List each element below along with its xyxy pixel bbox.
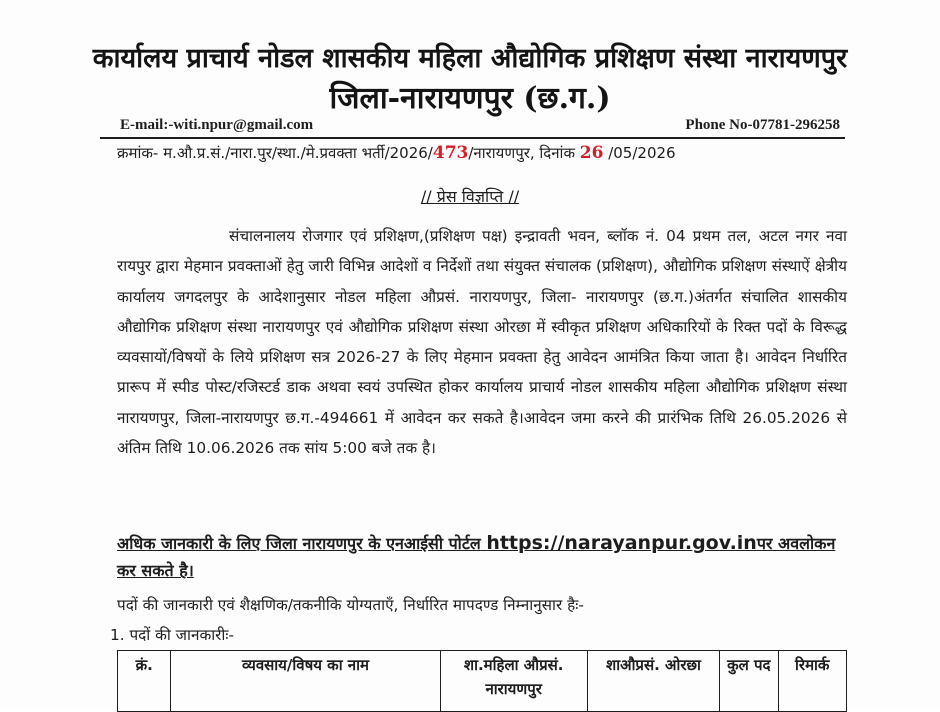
reference-middle: /नारायणपुर, दिनांक: [468, 144, 575, 162]
press-release-heading: // प्रेस विज्ञप्ति //: [420, 187, 520, 206]
reference-prefix: क्रमांक- म.औ.प्र.सं./नारा.पुर/स्था./मे.प्रवक्ता भर्ती/2026/: [117, 144, 433, 162]
contact-row: [120, 117, 840, 137]
header-divider: [100, 137, 845, 139]
col-orchha: शाऔप्रसं. ओरछा: [587, 651, 719, 712]
reference-day: 26: [579, 143, 604, 163]
email-address: E-mail:-witi.npur@gmail.com: [120, 117, 314, 133]
office-title: कार्यालय प्राचार्य नोडल शासकीय महिला औद्योगिक प्रशिक्षण संस्था नारायणपुर: [92, 43, 848, 74]
body-text: संचालनालय रोजगार एवं प्रशिक्षण,(प्रशिक्षण पक्ष) इन्द्रावती भवन, ब्लॉक नं. 04 प्रथम तल, अटल नगर नवा रायपुर द्वारा मेहमान प्रवक्ताओं हेतु जारी विभिन्न आदेशों व निर्देशों तथा संयुक्त संचालक (प्रशिक्षण), औद्योगिक प्रशिक्षण संस्थाऐं क्षेत्रीय कार्यालय जगदलपुर के आदेशानुसार नोडल महिला औप्रसं. नारायणपुर, जिला- नारायणपुर (छ.ग.)अंतर्गत संचालित शासकीय औद्योगिक प्रशिक्षण संस्था नारायणपुर एवं औद्योगिक प्रशिक्षण संस्था ओरछा में स्वीकृत प्रशिक्षण अधिकारियों के रिक्त पदों के विरूद्ध व्यवसायों/विषयों के लिये प्रशिक्षण सत्र 2026-27 के लिए मेहमान प्रवक्ता हेतु आवेदन आमंत्रित किया जाता है। आवेदन निर्धारित प्रारूप में स्पीड पोस्ट/रजिस्टर्ड डाक अथवा स्वयं उपस्थित होकर कार्यालय प्राचार्य नोडल शासकीय महिला औद्योगिक प्रशिक्षण संस्था नारायणपुर, जिला-नारायणपुर छ.ग.-494661 में आवेदन कर सकते है।आवेदन जमा करने की प्रारंभिक तिथि 26.05.2026 से अंतिम तिथि 10.06.2026 तक सांय 5:00 बजे तक है।: [117, 227, 847, 458]
reference-number: 473: [432, 143, 469, 163]
qualifications-intro: पदों की जानकारी एवं शैक्षणिक/तकनीकि योग्यताएँ, निर्धारित मापदण्ड निम्नानुसार हैः-: [117, 596, 584, 614]
section-heading: 1. पदों की जानकारीः-: [110, 626, 235, 644]
col-serial: क्रं.: [118, 651, 171, 712]
portal-link[interactable]: https://narayanpur.gov.in: [486, 532, 757, 554]
col-total-posts: कुल पद: [720, 651, 778, 712]
col-trade-name: व्यवसाय/विषय का नाम: [171, 651, 440, 712]
body-paragraph: [117, 221, 847, 463]
col-remark: रिमार्क: [778, 651, 846, 712]
table-header-row: [118, 651, 847, 712]
col-narayanpur: शा.महिला औप्रसं. नारायणपुर: [440, 651, 587, 712]
phone-number: Phone No-07781-296258: [685, 117, 840, 133]
district-subtitle: जिला-नारायणपुर (छ.ग.): [329, 81, 611, 116]
portal-info-suffix: पर अवलोकन कर सकते है।: [117, 534, 836, 580]
portal-info: [117, 530, 847, 584]
posts-table: [117, 650, 847, 712]
reference-suffix: /05/2026: [608, 144, 676, 162]
portal-info-prefix: अधिक जानकारी के लिए जिला नारायणपुर के एनआईसी पोर्टल: [117, 534, 481, 553]
reference-line: [117, 143, 847, 163]
